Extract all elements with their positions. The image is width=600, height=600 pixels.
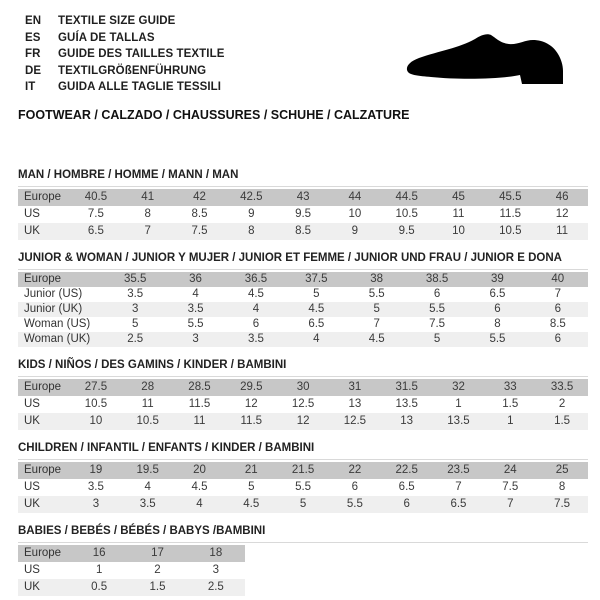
row-label: Woman (UK): [18, 332, 105, 347]
size-cell: 45: [433, 189, 485, 206]
row-label: UK: [18, 223, 70, 240]
size-cell: 44: [329, 189, 381, 206]
size-cell: 32: [433, 379, 485, 396]
size-cell: 13: [381, 413, 433, 430]
size-cell: 19.5: [122, 462, 174, 479]
size-cell: 12: [555, 208, 569, 220]
size-cell: 21.5: [277, 462, 329, 479]
size-cell: 7: [455, 481, 462, 493]
size-table-section: [18, 359, 588, 430]
row-label: Junior (UK): [18, 302, 105, 317]
size-table-section: [18, 169, 588, 240]
size-row: [18, 302, 588, 317]
size-cell: 6: [381, 496, 433, 513]
size-cell: 20: [174, 462, 226, 479]
size-table: [18, 379, 588, 430]
size-row: [18, 413, 588, 430]
size-cell: 6: [433, 288, 441, 300]
size-cell: 1.5: [502, 398, 519, 410]
size-cell: 40: [528, 272, 588, 287]
size-table: [18, 189, 588, 240]
section-title: CHILDREN / INFANTIL / ENFANTS / KINDER / BAMBINI: [18, 441, 315, 454]
size-cell: 8.5: [277, 223, 329, 240]
size-cell: 11: [536, 223, 588, 240]
language-label: TEXTILGRÖßENFÜHRUNG: [58, 64, 207, 77]
size-cell: 10: [433, 223, 485, 240]
size-header-row: [18, 189, 588, 206]
size-cell: 4: [226, 302, 286, 317]
size-cell: 35.5: [105, 272, 165, 287]
row-label: UK: [18, 496, 70, 513]
size-header-row: [18, 272, 588, 287]
size-cell: 5.5: [329, 496, 381, 513]
size-cell: 6: [351, 481, 359, 493]
size-cell: 4.5: [347, 332, 407, 347]
size-cell: 4.5: [247, 288, 264, 300]
size-cell: 10: [348, 208, 362, 220]
language-code: IT: [25, 81, 36, 94]
size-cell: 45.5: [484, 189, 536, 206]
size-cell: 4.5: [225, 496, 277, 513]
size-cell: 7.5: [87, 208, 104, 220]
size-cell: 5: [131, 318, 139, 330]
size-cell: 3.5: [127, 288, 144, 300]
size-table-section: [18, 252, 588, 347]
size-row: [18, 332, 588, 347]
size-cell: 30: [277, 379, 329, 396]
size-header-row: [18, 379, 588, 396]
size-cell: 3.5: [226, 332, 286, 347]
size-cell: 27.5: [70, 379, 122, 396]
language-label: GUIDA ALLE TAGLIE TESSILI: [58, 81, 222, 94]
size-cell: 12: [244, 398, 258, 410]
size-cell: 3.5: [165, 302, 225, 317]
size-cell: 5: [277, 496, 329, 513]
size-cell: 33.5: [536, 379, 588, 396]
row-label: UK: [18, 579, 70, 596]
size-cell: 4: [144, 481, 151, 493]
section-title: KIDS / NIÑOS / DES GAMINS / KINDER / BAMBINI: [18, 358, 287, 371]
size-cell: 31: [329, 379, 381, 396]
size-cell: 7: [373, 318, 380, 330]
size-cell: 19: [70, 462, 122, 479]
size-cell: 10.5: [122, 413, 174, 430]
size-cell: 33: [484, 379, 536, 396]
size-cell: 10.5: [484, 223, 536, 240]
size-cell: 1: [484, 413, 536, 430]
size-cell: 12: [277, 413, 329, 430]
section-title: MAN / HOMBRE / HOMME / MANN / MAN: [18, 168, 239, 181]
size-cell: 25: [536, 462, 588, 479]
size-cell: 6: [528, 302, 588, 317]
size-cell: 28.5: [174, 379, 226, 396]
size-cell: 8.5: [549, 318, 566, 330]
size-cell: 6.5: [70, 223, 122, 240]
shoe-icon: [401, 27, 579, 97]
size-table-rule: [18, 376, 588, 430]
size-cell: 2.5: [187, 579, 245, 596]
row-label: US: [24, 398, 40, 410]
size-cell: 4.5: [191, 481, 208, 493]
size-cell: 9: [329, 223, 381, 240]
size-cell: 42.5: [225, 189, 277, 206]
size-cell: 5.5: [295, 481, 312, 493]
size-table: [18, 545, 245, 596]
row-label: Junior (US): [24, 288, 83, 300]
row-label: US: [24, 564, 40, 576]
size-cell: 6: [467, 302, 527, 317]
size-cell: 5.5: [407, 302, 467, 317]
row-label: UK: [18, 413, 70, 430]
size-cell: 41: [122, 189, 174, 206]
size-cell: 6.5: [308, 318, 325, 330]
language-label: GUIDE DES TAILLES TEXTILE: [58, 48, 225, 61]
size-cell: 31.5: [381, 379, 433, 396]
size-cell: 8: [494, 318, 501, 330]
language-code: EN: [25, 15, 42, 28]
size-cell: 10: [70, 413, 122, 430]
size-cell: 5.5: [187, 318, 204, 330]
size-cell: 13: [348, 398, 362, 410]
language-code: FR: [25, 48, 41, 61]
size-cell: 36: [165, 272, 225, 287]
row-label: Woman (US): [24, 318, 91, 330]
language-code: ES: [25, 31, 41, 44]
size-cell: 6.5: [398, 481, 415, 493]
size-table-section: [18, 442, 588, 513]
size-cell: 6: [528, 332, 588, 347]
size-cell: 21: [225, 462, 277, 479]
row-label: Europe: [18, 189, 70, 206]
size-cell: 17: [128, 545, 186, 562]
size-cell: 7: [122, 223, 174, 240]
size-cell: 4: [174, 496, 226, 513]
size-cell: 2.5: [105, 332, 165, 347]
size-cell: 0.5: [70, 579, 128, 596]
size-row: [18, 287, 588, 302]
size-cell: 3: [70, 496, 122, 513]
row-label: Europe: [18, 462, 70, 479]
size-cell: 6.5: [433, 496, 485, 513]
size-cell: 11.5: [225, 413, 277, 430]
size-cell: 11: [174, 413, 226, 430]
size-cell: 22.5: [381, 462, 433, 479]
row-label: Europe: [18, 272, 105, 287]
size-cell: 7: [554, 288, 562, 300]
size-cell: 22: [329, 462, 381, 479]
size-row: [18, 562, 245, 579]
size-cell: 3.5: [122, 496, 174, 513]
size-table-rule: [18, 269, 588, 347]
size-cell: 5: [347, 302, 407, 317]
size-cell: 10.5: [84, 398, 108, 410]
size-row: [18, 479, 588, 496]
size-cell: 8: [558, 481, 566, 493]
row-label: US: [24, 481, 40, 493]
language-code: DE: [25, 64, 42, 77]
size-cell: 7: [484, 496, 536, 513]
size-cell: 3: [105, 302, 165, 317]
size-row: [18, 223, 588, 240]
size-cell: 38: [347, 272, 407, 287]
size-table: [18, 462, 588, 513]
category-header: FOOTWEAR / CALZADO / CHAUSSURES / SCHUHE / CALZATURE: [18, 107, 410, 122]
size-row: [18, 496, 588, 513]
size-cell: 7.5: [536, 496, 588, 513]
row-label: US: [24, 208, 40, 220]
size-cell: 1.5: [128, 579, 186, 596]
size-cell: 11: [452, 208, 465, 220]
size-cell: 5: [407, 332, 467, 347]
size-cell: 7.5: [429, 318, 446, 330]
size-table-rule: [18, 459, 588, 513]
size-cell: 5.5: [467, 332, 527, 347]
language-label: GUÍA DE TALLAS: [58, 31, 155, 44]
size-header-row: [18, 462, 588, 479]
size-cell: 13.5: [395, 398, 418, 410]
size-cell: 5: [248, 481, 255, 493]
size-cell: 8.5: [191, 208, 208, 220]
size-cell: 9.5: [295, 208, 312, 220]
size-cell: 7.5: [174, 223, 226, 240]
size-cell: 4.5: [286, 302, 346, 317]
size-cell: 18: [187, 545, 245, 562]
size-cell: 2: [154, 564, 161, 576]
size-row: [18, 396, 588, 413]
size-cell: 13.5: [433, 413, 485, 430]
size-cell: 5.5: [368, 288, 385, 300]
row-label: Europe: [18, 379, 70, 396]
size-cell: 7.5: [502, 481, 519, 493]
size-cell: 3.5: [87, 481, 104, 493]
size-cell: 42: [174, 189, 226, 206]
section-title: JUNIOR & WOMAN / JUNIOR Y MUJER / JUNIOR ET FEMME / JUNIOR UND FRAU / JUNIOR E DONA: [18, 251, 562, 264]
size-cell: 29.5: [225, 379, 277, 396]
size-table: [18, 272, 588, 347]
size-cell: 1: [95, 564, 103, 576]
size-cell: 2: [558, 398, 566, 410]
size-cell: 6.5: [489, 288, 506, 300]
row-label: Europe: [18, 545, 70, 562]
size-cell: 3: [212, 564, 220, 576]
size-cell: 16: [70, 545, 128, 562]
size-table-rule: [18, 186, 588, 240]
size-cell: 44.5: [381, 189, 433, 206]
size-row: [18, 206, 588, 223]
size-cell: 12.5: [329, 413, 381, 430]
size-header-row: [18, 545, 245, 562]
size-cell: 5: [313, 288, 320, 300]
size-row: [18, 317, 588, 332]
size-cell: 46: [536, 189, 588, 206]
size-cell: 3: [165, 332, 225, 347]
size-cell: 40.5: [70, 189, 122, 206]
size-cell: 6: [252, 318, 260, 330]
size-cell: 36.5: [226, 272, 286, 287]
size-cell: 28: [122, 379, 174, 396]
size-cell: 1.5: [536, 413, 588, 430]
size-cell: 10.5: [395, 208, 418, 220]
size-cell: 1: [455, 398, 462, 410]
size-row: [18, 579, 245, 596]
size-cell: 8: [144, 208, 151, 220]
size-cell: 8: [225, 223, 277, 240]
size-tables: [18, 169, 588, 596]
size-cell: 23.5: [433, 462, 485, 479]
size-table-rule: [18, 542, 588, 596]
size-table-section: [18, 525, 588, 596]
size-cell: 38.5: [407, 272, 467, 287]
section-title: BABIES / BEBÉS / BÉBÉS / BABYS /BAMBINI: [18, 524, 266, 537]
size-cell: 39: [467, 272, 527, 287]
language-label: TEXTILE SIZE GUIDE: [58, 15, 176, 28]
size-cell: 24: [484, 462, 536, 479]
size-cell: 9: [248, 208, 255, 220]
size-cell: 43: [277, 189, 329, 206]
size-cell: 11: [141, 398, 154, 410]
size-cell: 4: [286, 332, 346, 347]
size-cell: 11.5: [188, 398, 211, 410]
size-cell: 4: [192, 288, 199, 300]
size-cell: 11.5: [499, 208, 522, 220]
size-cell: 37.5: [286, 272, 346, 287]
size-cell: 9.5: [381, 223, 433, 240]
size-cell: 12.5: [291, 398, 315, 410]
